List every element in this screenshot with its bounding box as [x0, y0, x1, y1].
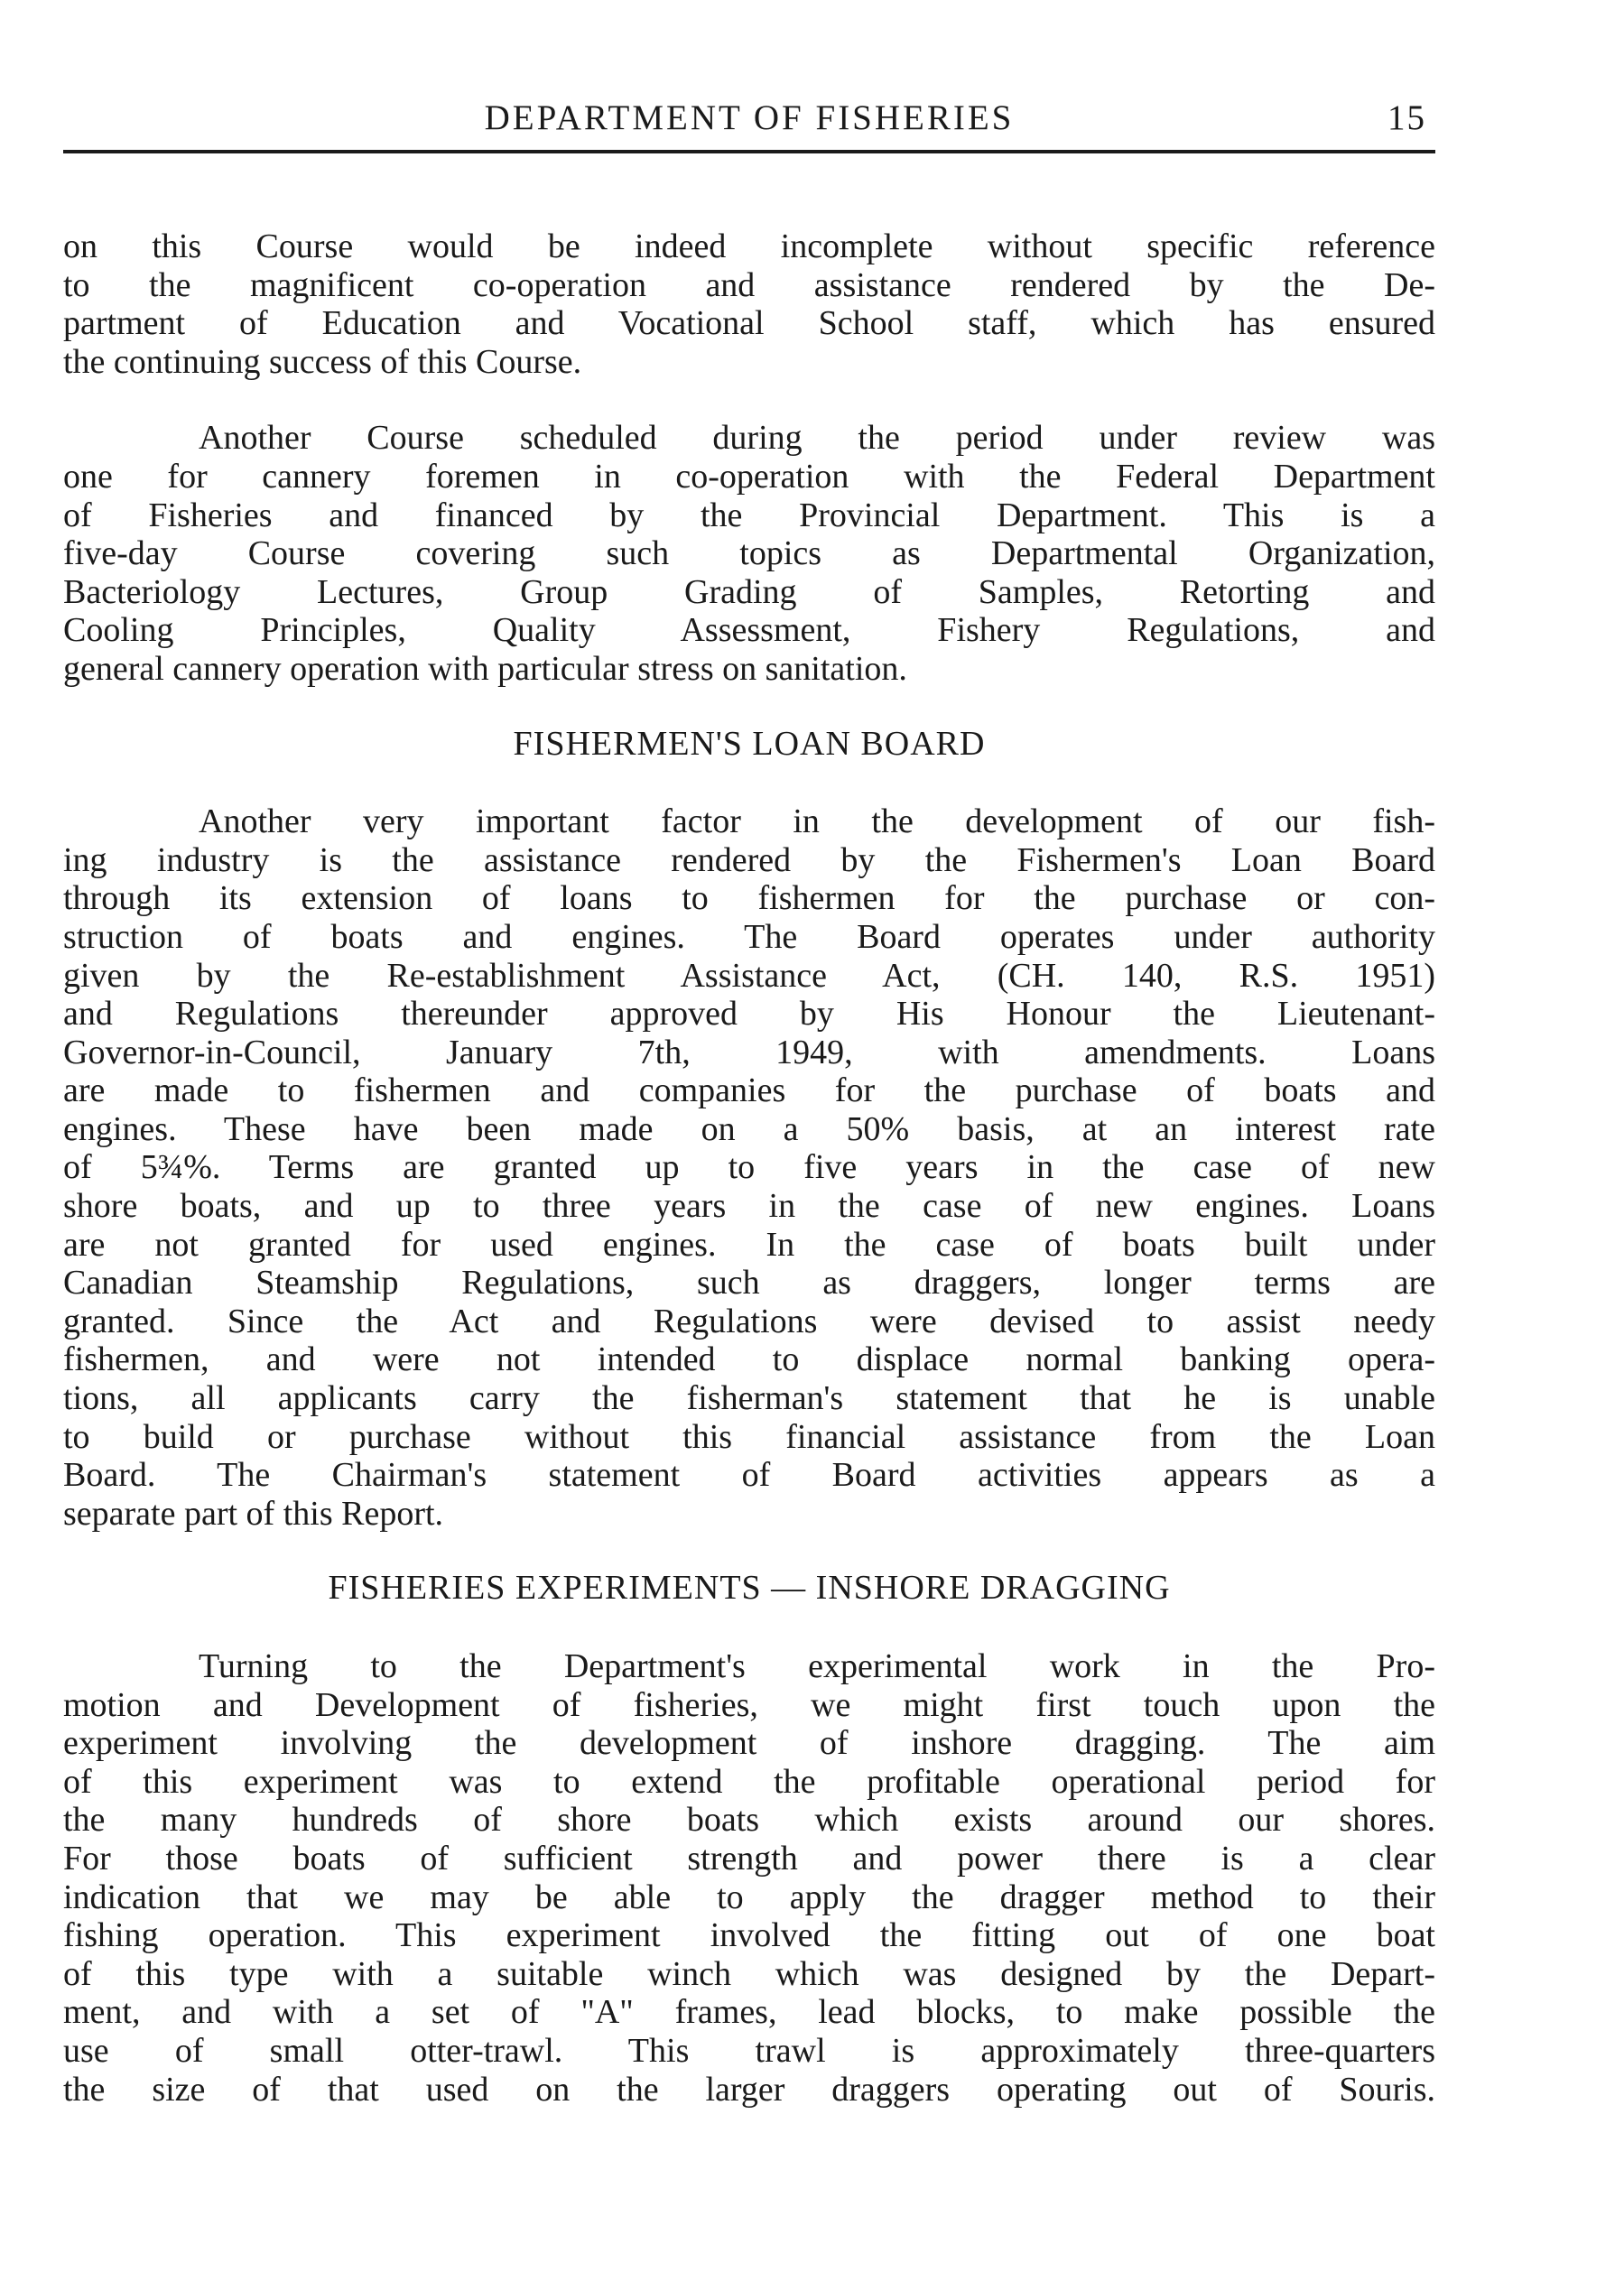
- text-line: ment, and with a set of "A" frames, lead blocks, to make possible the: [63, 1993, 1435, 2032]
- text-line: granted. Since the Act and Regulations were devised to assist needy: [63, 1302, 1435, 1340]
- text-line: given by the Re-establishment Assistance Act, (CH. 140, R.S. 1951): [63, 956, 1435, 995]
- text-line: struction of boats and engines. The Board operates under authority: [63, 917, 1435, 956]
- text-line: to build or purchase without this financial assistance from the Loan: [63, 1417, 1435, 1456]
- text-line: indication that we may be able to apply the dragger method to their: [63, 1878, 1435, 1916]
- text-line: experiment involving the development of inshore dragging. The aim: [63, 1724, 1435, 1763]
- paragraph-loan-board: [63, 802, 1435, 1533]
- text-line: ing industry is the assistance rendered by the Fishermen's Loan Board: [63, 840, 1435, 879]
- text-line: of Fisheries and financed by the Provincial Department. This is a: [63, 496, 1435, 534]
- text-line: tions, all applicants carry the fisherman's statement that he is unable: [63, 1379, 1435, 1418]
- text-line: separate part of this Report.: [63, 1494, 444, 1533]
- text-line: are made to fishermen and companies for the purchase of boats and: [63, 1071, 1435, 1110]
- text-line: of this type with a suitable winch which was designed by the Depart-: [63, 1954, 1435, 1993]
- text-line: and Regulations thereunder approved by His Honour the Lieutenant-: [63, 995, 1435, 1034]
- text-line: the many hundreds of shore boats which exists around our shores.: [63, 1801, 1435, 1840]
- text-line: Another very important factor in the development of our fish-: [199, 802, 1435, 841]
- text-line: five-day Course covering such topics as Departmental Organization,: [63, 534, 1435, 573]
- text-line: Another Course scheduled during the period under review was: [199, 419, 1435, 458]
- header-title: DEPARTMENT OF FISHERIES: [484, 98, 1015, 137]
- text-line: of this experiment was to extend the profitable operational period for: [63, 1762, 1435, 1801]
- text-line: are not granted for used engines. In the case of boats built under: [63, 1225, 1435, 1264]
- text-line: to the magnificent co-operation and assistance rendered by the De-: [63, 265, 1435, 304]
- text-line: Cooling Principles, Quality Assessment, Fishery Regulations, and: [63, 611, 1435, 650]
- paragraph-cannery-course: [63, 419, 1435, 688]
- text-line: one for cannery foremen in co-operation with the Federal Department: [63, 457, 1435, 496]
- text-line: fishing operation. This experiment involved the fitting out of one boat: [63, 1916, 1435, 1955]
- text-line: of 5¾%. Terms are granted up to five years in the case of new: [63, 1148, 1435, 1187]
- text-line: Canadian Steamship Regulations, such as draggers, longer terms are: [63, 1264, 1435, 1303]
- text-line: on this Course would be indeed incomplete without specific reference: [63, 227, 1435, 265]
- text-line: the size of that used on the larger draggers operating out of Souris.: [63, 2070, 1435, 2109]
- text-line: motion and Development of fisheries, we might first touch upon the: [63, 1685, 1435, 1724]
- text-line: fishermen, and were not intended to displace normal banking opera-: [63, 1340, 1435, 1379]
- text-line: through its extension of loans to fishermen for the purchase or con-: [63, 879, 1435, 918]
- text-line: use of small otter-trawl. This trawl is approximately three-quarters: [63, 2031, 1435, 2070]
- text-line: the continuing success of this Course.: [63, 342, 582, 381]
- header-rule: [63, 150, 1435, 153]
- document-page: [63, 81, 1435, 2109]
- text-line: general cannery operation with particular stress on sanitation.: [63, 649, 907, 688]
- text-line: Governor-in-Council, January 7th, 1949, with amendments. Loans: [63, 1033, 1435, 1071]
- section-heading-inshore-dragging: FISHERIES EXPERIMENTS — INSHORE DRAGGING: [328, 1569, 1171, 1608]
- section-heading-loan-board: FISHERMEN'S LOAN BOARD: [513, 724, 986, 763]
- paragraph-inshore-dragging: [63, 1647, 1435, 2109]
- body-text: [63, 227, 1435, 2109]
- text-line: Bacteriology Lectures, Group Grading of Samples, Retorting and: [63, 572, 1435, 611]
- text-line: partment of Education and Vocational School staff, which has ensured: [63, 304, 1435, 343]
- text-line: shore boats, and up to three years in the case of new engines. Loans: [63, 1187, 1435, 1226]
- text-line: engines. These have been made on a 50% basis, at an interest rate: [63, 1109, 1435, 1148]
- text-line: Board. The Chairman's statement of Board activities appears as a: [63, 1456, 1435, 1495]
- page-number: 15: [1387, 98, 1426, 137]
- running-header: [63, 81, 1435, 139]
- text-line: Turning to the Department's experimental work in the Pro-: [199, 1647, 1435, 1685]
- text-line: For those boats of sufficient strength and power there is a clear: [63, 1839, 1435, 1878]
- paragraph-continuation: [63, 227, 1435, 381]
